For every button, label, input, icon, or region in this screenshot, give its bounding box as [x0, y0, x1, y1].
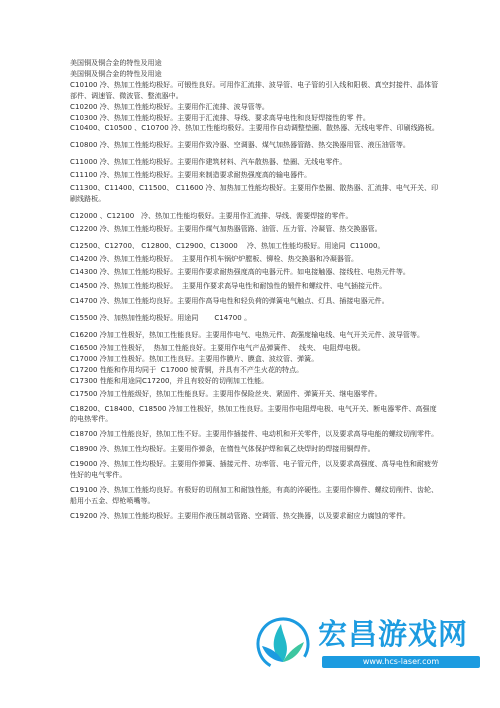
paragraph-c17200: C17200 性能和作用均同于 C17000 铍青铜，并具有不产生火花的特点。: [70, 365, 304, 374]
paragraph-c12200: C12200 冷、热加工性能均极好。主要用作煤气加热器管路、油管、压力管、冷凝管、热交换器管。: [70, 224, 382, 233]
watermark-url: www.hcs-laser.com: [322, 656, 480, 668]
paragraph-c10300: C10300 冷、热加工性能均极好。主要用于汇流排、导线、要求高导电性和良好焊接性的零 件。: [70, 113, 370, 122]
leaf-logo-icon: [252, 612, 314, 674]
document-body: [70, 58, 442, 522]
paragraph-c17300: C17300 性能和用途同C17200，并且有较好的切削加工性能。: [70, 376, 269, 385]
paragraph-c14300: C14300 冷、热加工性能均极好。主要用作要求耐热强度高的电器元件。如电接触器、接线柱、电热元件等。: [70, 267, 410, 276]
paragraph-c11300: C11300、C11400、C11500、 C11600 冷、加热加工性能均极好。主要用作垫圈、散热器、汇流排、电气开关、印刷线路板。: [70, 184, 439, 203]
paragraph-c17000: C17000 冷加工性极好。热加工性良好。主要用作膜片、膜盒、波纹管、弹簧。: [70, 354, 319, 363]
paragraph-c16500: C16500 冷加工性极好， 热加工性能良好。主要用作电气产品弹簧件、 线夹、 电阻焊电极。: [70, 344, 365, 353]
paragraph-c14200: C14200 冷、热加工性能均极好。 主要用作机车锅炉炉膛板、铆栓、热交换器和冷凝器管。: [70, 254, 359, 263]
paragraph-c15500: C15500 冷、加热加性能均极好。用途同 C14700 。: [70, 314, 252, 323]
paragraph-c11100: C11100 冷、热加工性能均极好。主要用来制造要求耐热强度高的输电器件。: [70, 171, 312, 180]
paragraph-c16200: C16200 冷加工性极好，热加工性能良好。主要用作电气、电热元件、高强度输电线、电气开关元件、波导管等。: [70, 331, 425, 340]
paragraph-c10400: C10400、C10500 、C10700 冷、热加工性能均极好。主要用作自动调整垫圈、散热器、无线电零件、印刷线路板。: [70, 124, 439, 133]
paragraph-c12000: C12000 、C12100 冷、热加工性能均极好。主要用作汇流排、导线、需要焊接的零件。: [70, 211, 353, 220]
document-title-line-1: 美国铜及铜合金的特性及用途: [70, 59, 162, 67]
site-watermark: [252, 612, 488, 678]
paragraph-c18900: C18900 冷、热加工性均极好。主要用作弹条，在惰性气体保护焊和氧乙炔焊时的焊接用铜焊件。: [70, 445, 375, 454]
paragraph-c19000: C19000 冷、热加工性均极好。主要用作弹簧、插接元件、功率管、电子管元件，以及要求高强度、高导电性和耐疲劳性好的电气零件。: [70, 460, 439, 480]
paragraph-c14700: C14700 冷、热加工性能均良好。主要用作高导电性和轻负荷的弹簧电气触点、灯具、插接电器元件。: [70, 297, 389, 306]
paragraph-c19100: C19100 冷、热加工性能均良好。有极好的切削加工和耐蚀性能，有高的淬硬性。主要用作铆件、螺纹切削件、齿轮、船用小五金、焊枪喷嘴等。: [70, 486, 439, 505]
paragraph-c18700: C18700 冷加工性能良好，热加工性不好。主要用作插接件、电动机和开关零件，以及要求高导电能的螺纹切削零件。: [70, 430, 439, 439]
paragraph-c17500: C17500 冷加工性能级好，热加工性能良好。主要用作保险丝夹、紧固件、弹簧开关、继电器零件。: [70, 389, 382, 398]
paragraph-c14500: C14500 冷、热加工性能均极好。 主要用作要求高导电性和耐蚀性的锻件和螺纹件、电气插接元件。: [70, 282, 387, 291]
paragraph-c12500: C12500、C12700、 C12800、C12900、C13000 冷、热加工性能均极好。用途同 C11000。: [70, 241, 385, 250]
paragraph-c10800: C10800 冷、热加工性能均极好。主要用作致冷器、空调器、煤气加热器管路、热交换器用管、液压油管等。: [70, 141, 410, 150]
paragraph-c19200: C19200 冷、热加工性能均极好。主要用作液压制动管路、空调管、热交换器，以及要求耐应力腐蚀的零件。: [70, 511, 410, 520]
paragraph-c11000: C11000 冷、热加工性能均极好。主要用作建筑材料、汽车散热器、垫圈、无线电零件。: [70, 158, 347, 167]
paragraph-c10200: C10200 冷、热加工性能均极好。主要用作汇流排、波导管等。: [70, 102, 269, 111]
document-title-line-2: 美国铜及铜合金的特性及用途: [70, 69, 162, 78]
paragraph-c18200: C18200、C18400、C18500 冷加工性极好，热加工性良好。主要用作电阻焊电极、电气开关、断电器零件、高强度的电热零件。: [70, 404, 437, 424]
watermark-brand-name: 宏昌游戏网: [318, 617, 469, 651]
paragraph-c10100: C10100 冷、热加工性能均极好。可锻性良好。可用作汇流排、波导管、电子管的引入线和阳极、真空封接件、晶体管部件、调速管、微波管、整流器中。: [70, 80, 439, 100]
